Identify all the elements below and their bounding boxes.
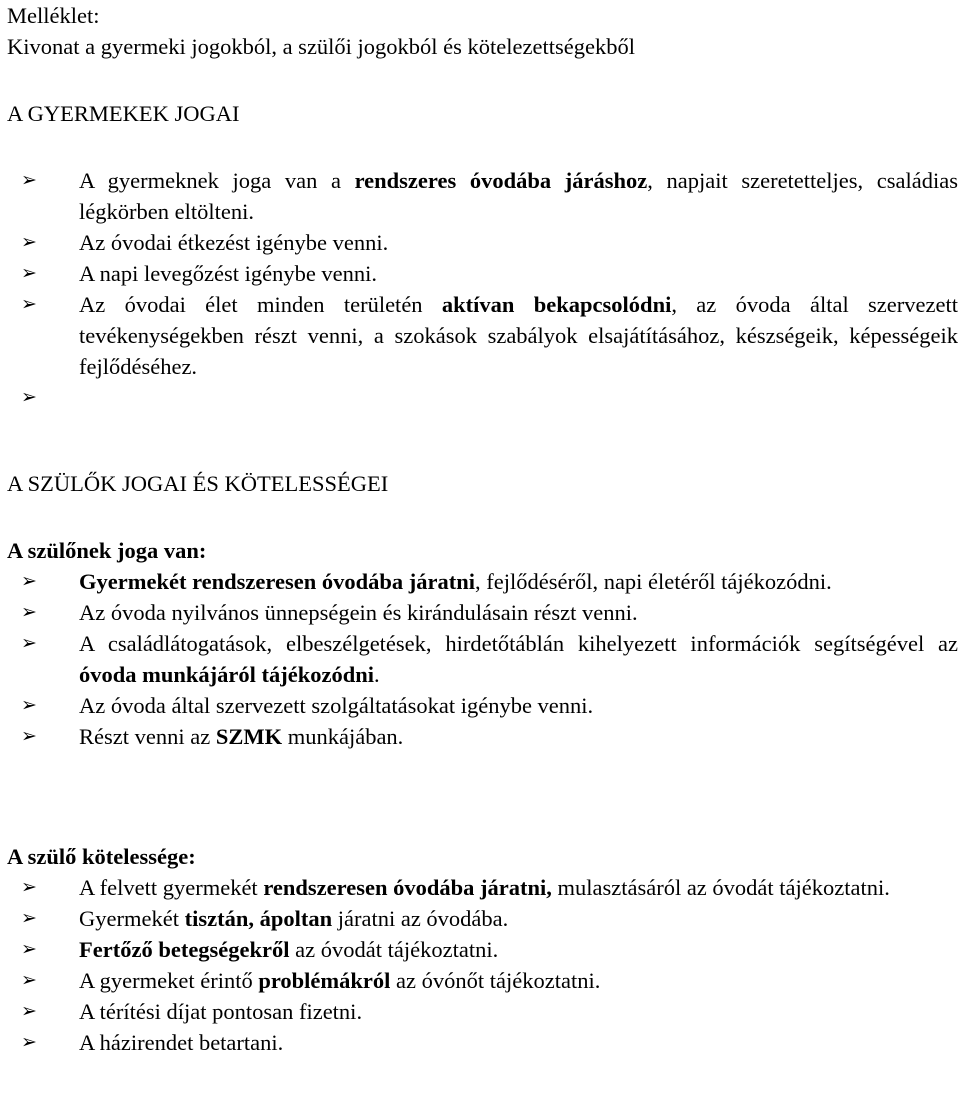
list-item-empty [7,382,958,413]
arrowhead-bullet-icon: ➢ [21,293,37,315]
list-item: ➢ Az óvodai élet minden területén aktívan bekapcsolódni, az óvoda által szervezett tevékenységekben részt venni, a szokások szabályok elsajátításához, készségeik, képességeik fejlődéséhez. [7,289,958,382]
list-item: ➢ Gyermekét rendszeresen óvodába járatni, fejlődéséről, napi életéről tájékozódni. [7,566,958,597]
list-item: ➢ Az óvoda nyilvános ünnepségein és kirándulásain részt venni. [7,597,958,628]
list-item: ➢ A napi levegőzést igénybe venni. [7,258,958,289]
children-rights-heading: A GYERMEKEK JOGAI [7,101,240,126]
arrowhead-bullet-icon: ➢ [21,1031,37,1053]
arrowhead-bullet-icon: ➢ [21,632,37,654]
arrowhead-bullet-icon: ➢ [21,938,37,960]
arrowhead-bullet-icon: ➢ [21,601,37,623]
list-item: ➢ A házirendet betartani. [7,1027,958,1058]
arrowhead-bullet-icon: ➢ [21,1000,37,1022]
arrowhead-bullet-icon: ➢ [21,725,37,747]
children-rights-list [7,165,958,413]
arrowhead-bullet-icon: ➢ [21,907,37,929]
list-item: ➢ Az óvodai étkezést igénybe venni. [7,227,958,258]
arrowhead-bullet-icon: ➢ [21,386,37,408]
list-item: ➢ A gyermeket érintő problémákról az óvónőt tájékoztatni. [7,965,958,996]
parent-rights-list [7,566,958,752]
arrowhead-bullet-icon: ➢ [21,169,37,191]
arrowhead-bullet-icon: ➢ [21,969,37,991]
arrowhead-bullet-icon: ➢ [21,231,37,253]
arrowhead-bullet-icon: ➢ [21,570,37,592]
list-item: ➢ A felvett gyermekét rendszeresen óvodába járatni, mulasztásáról az óvodát tájékoztatni. [7,872,958,903]
parent-duties-heading: A szülő kötelessége: [7,844,196,869]
parent-duties-list [7,872,958,1058]
parents-section-heading: A SZÜLŐK JOGAI ÉS KÖTELESSÉGEI [7,471,389,496]
list-item: ➢ Az óvoda által szervezett szolgáltatásokat igénybe venni. [7,690,958,721]
arrowhead-bullet-icon: ➢ [21,694,37,716]
list-item: ➢ Részt venni az SZMK munkájában. [7,721,958,752]
list-item: ➢ A térítési díjat pontosan fizetni. [7,996,958,1027]
arrowhead-bullet-icon: ➢ [21,262,37,284]
parent-rights-heading: A szülőnek joga van: [7,538,207,563]
arrowhead-bullet-icon: ➢ [21,876,37,898]
list-item: ➢ A gyermeknek joga van a rendszeres óvodába járáshoz, napjait szeretetteljes, családias légkörben eltölteni. [7,165,958,227]
list-item: ➢ Fertőző betegségekről az óvodát tájékoztatni. [7,934,958,965]
list-item: ➢ A családlátogatások, elbeszélgetések, hirdetőtáblán kihelyezett információk segítségével az óvoda munkájáról tájékozódni. [7,628,958,690]
list-item: ➢ Gyermekét tisztán, ápoltan járatni az óvodába. [7,903,958,934]
document-title: Kivonat a gyermeki jogokból, a szülői jogokból és kötelezettségekből [7,34,635,59]
attachment-label: Melléklet: [7,3,100,28]
